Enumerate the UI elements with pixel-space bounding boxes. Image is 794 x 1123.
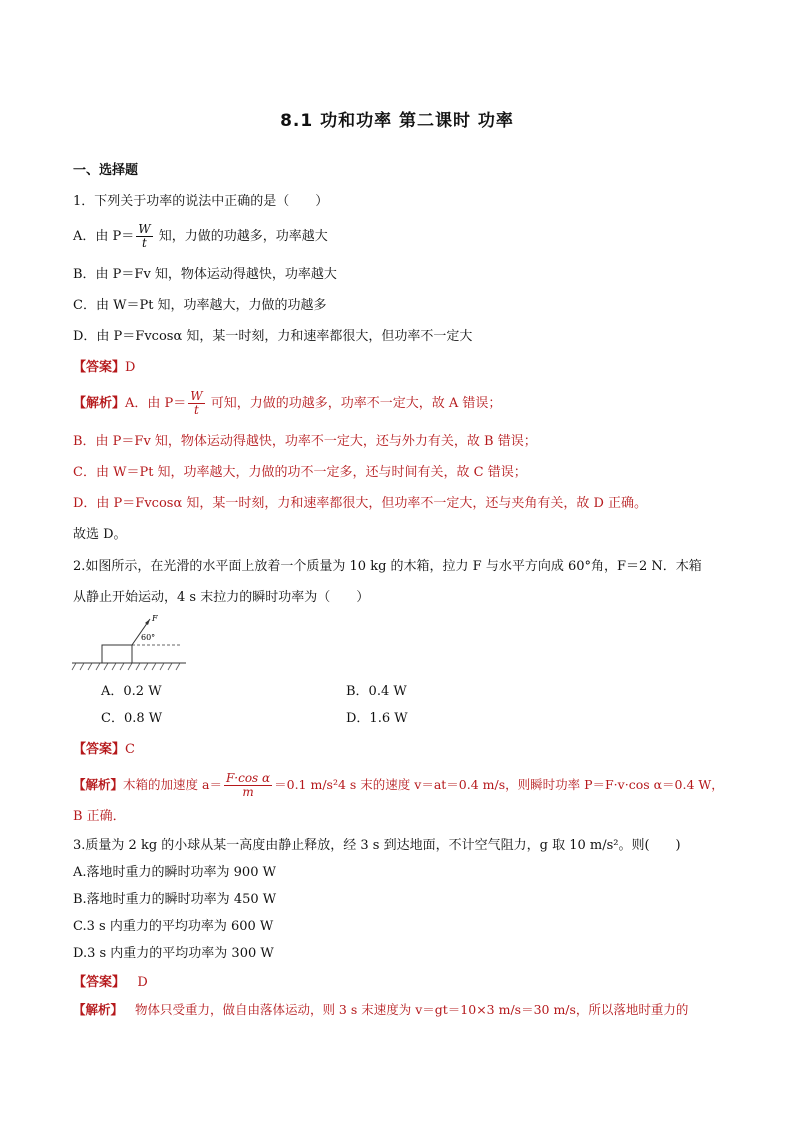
q1-analysis-end: 故选 D。	[73, 527, 127, 542]
q2-stem-line2: 从静止开始运动，4 s 末拉力的瞬时功率为（ ）	[73, 590, 370, 605]
fraction-fcos-over-m: $\frac{\text{F·cos α}}{m}$	[225, 771, 271, 799]
section-heading: 一、选择题	[73, 163, 139, 178]
q1-stem: 1．下列关于功率的说法中正确的是（ ）	[73, 194, 329, 209]
analysis-label: 【解析】	[73, 396, 126, 411]
q2-option-b: B．0.4 W	[346, 684, 407, 699]
q1-option-a: A．由 P＝ $\frac{W}{t}$ 知，力做的功越多，功率越大	[73, 222, 328, 250]
analysis-label: 【解析】	[73, 1002, 124, 1017]
answer-label: 【答案】	[73, 742, 126, 757]
q2-option-c: C．0.8 W	[101, 711, 163, 726]
q3-answer: 【答案】 D	[73, 975, 148, 990]
fraction-w-over-t: $\frac{W}{t}$	[190, 389, 203, 417]
angle-label: 60°	[141, 633, 156, 642]
fraction-w-over-t: $\frac{W}{t}$	[138, 222, 151, 250]
q3-option-c: C.3 s 内重力的平均功率为 600 W	[73, 919, 274, 934]
q1-option-c: C．由 W＝Pt 知，功率越大，力做的功越多	[73, 298, 327, 313]
q3-stem: 3.质量为 2 kg 的小球从某一高度由静止释放，经 3 s 到达地面，不计空气阻力，g 取 10 m/s²。则( )	[73, 838, 681, 853]
q1-analysis-a: 【解析】A．由 P＝ $\frac{W}{t}$ 可知，力做的功越多，功率不一定大，故 A 错误；	[73, 389, 502, 417]
q1-analysis-d: D．由 P＝Fvcosα 知，某一时刻，力和速率都很大，但功率不一定大，还与夹角有关，故 D 正确。	[73, 496, 648, 511]
q3-option-b: B.落地时重力的瞬时功率为 450 W	[73, 892, 277, 907]
q3-option-d: D.3 s 内重力的平均功率为 300 W	[73, 946, 274, 961]
q1-answer: 【答案】D	[73, 360, 136, 375]
q2-answer: 【答案】C	[73, 742, 135, 757]
ground-hatching	[72, 663, 180, 670]
q1-option-b: B．由 P＝Fv 知，物体运动得越快，功率越大	[73, 267, 337, 282]
q1-option-d: D．由 P＝Fvcosα 知，某一时刻，力和速率都很大，但功率不一定大	[73, 329, 473, 344]
q2-option-d: D．1.6 W	[346, 711, 408, 726]
q2-analysis: 【解析】木箱的加速度 a＝ $\frac{\text{F·cos α}}{m}$ ＝0.1 m/s²4 s 末的速度 v＝at＝0.4 m/s，则瞬时功率 P＝F·v·cos α＝0.4 W，	[73, 771, 724, 799]
q2-option-a: A．0.2 W	[101, 684, 162, 699]
q2-force-diagram	[70, 610, 190, 672]
crate-box	[102, 645, 132, 663]
page-title: 8.1 功和功率 第二课时 功率	[280, 111, 514, 131]
answer-label: 【答案】	[73, 975, 126, 990]
force-label: F	[152, 614, 158, 623]
q3-option-a: A.落地时重力的瞬时功率为 900 W	[73, 865, 276, 880]
answer-label: 【答案】	[73, 360, 126, 375]
q1-analysis-c: C．由 W＝Pt 知，功率越大，力做的功不一定多，还与时间有关，故 C 错误；	[73, 465, 527, 480]
q3-analysis: 【解析】 物体只受重力，做自由落体运动，则 3 s 末速度为 v＝gt＝10×3 m/s＝30 m/s，所以落地时重力的	[73, 1002, 689, 1017]
q1-analysis-b: B．由 P＝Fv 知，物体运动得越快，功率不一定大，还与外力有关，故 B 错误；	[73, 434, 537, 449]
q2-stem-line1: 2.如图所示，在光滑的水平面上放着一个质量为 10 kg 的木箱，拉力 F 与水平方向成 60°角，F＝2 N．木箱	[73, 559, 702, 574]
force-arrow-head	[145, 619, 150, 625]
q2-analysis-line2: B 正确．	[73, 809, 126, 824]
analysis-label: 【解析】	[73, 777, 124, 792]
